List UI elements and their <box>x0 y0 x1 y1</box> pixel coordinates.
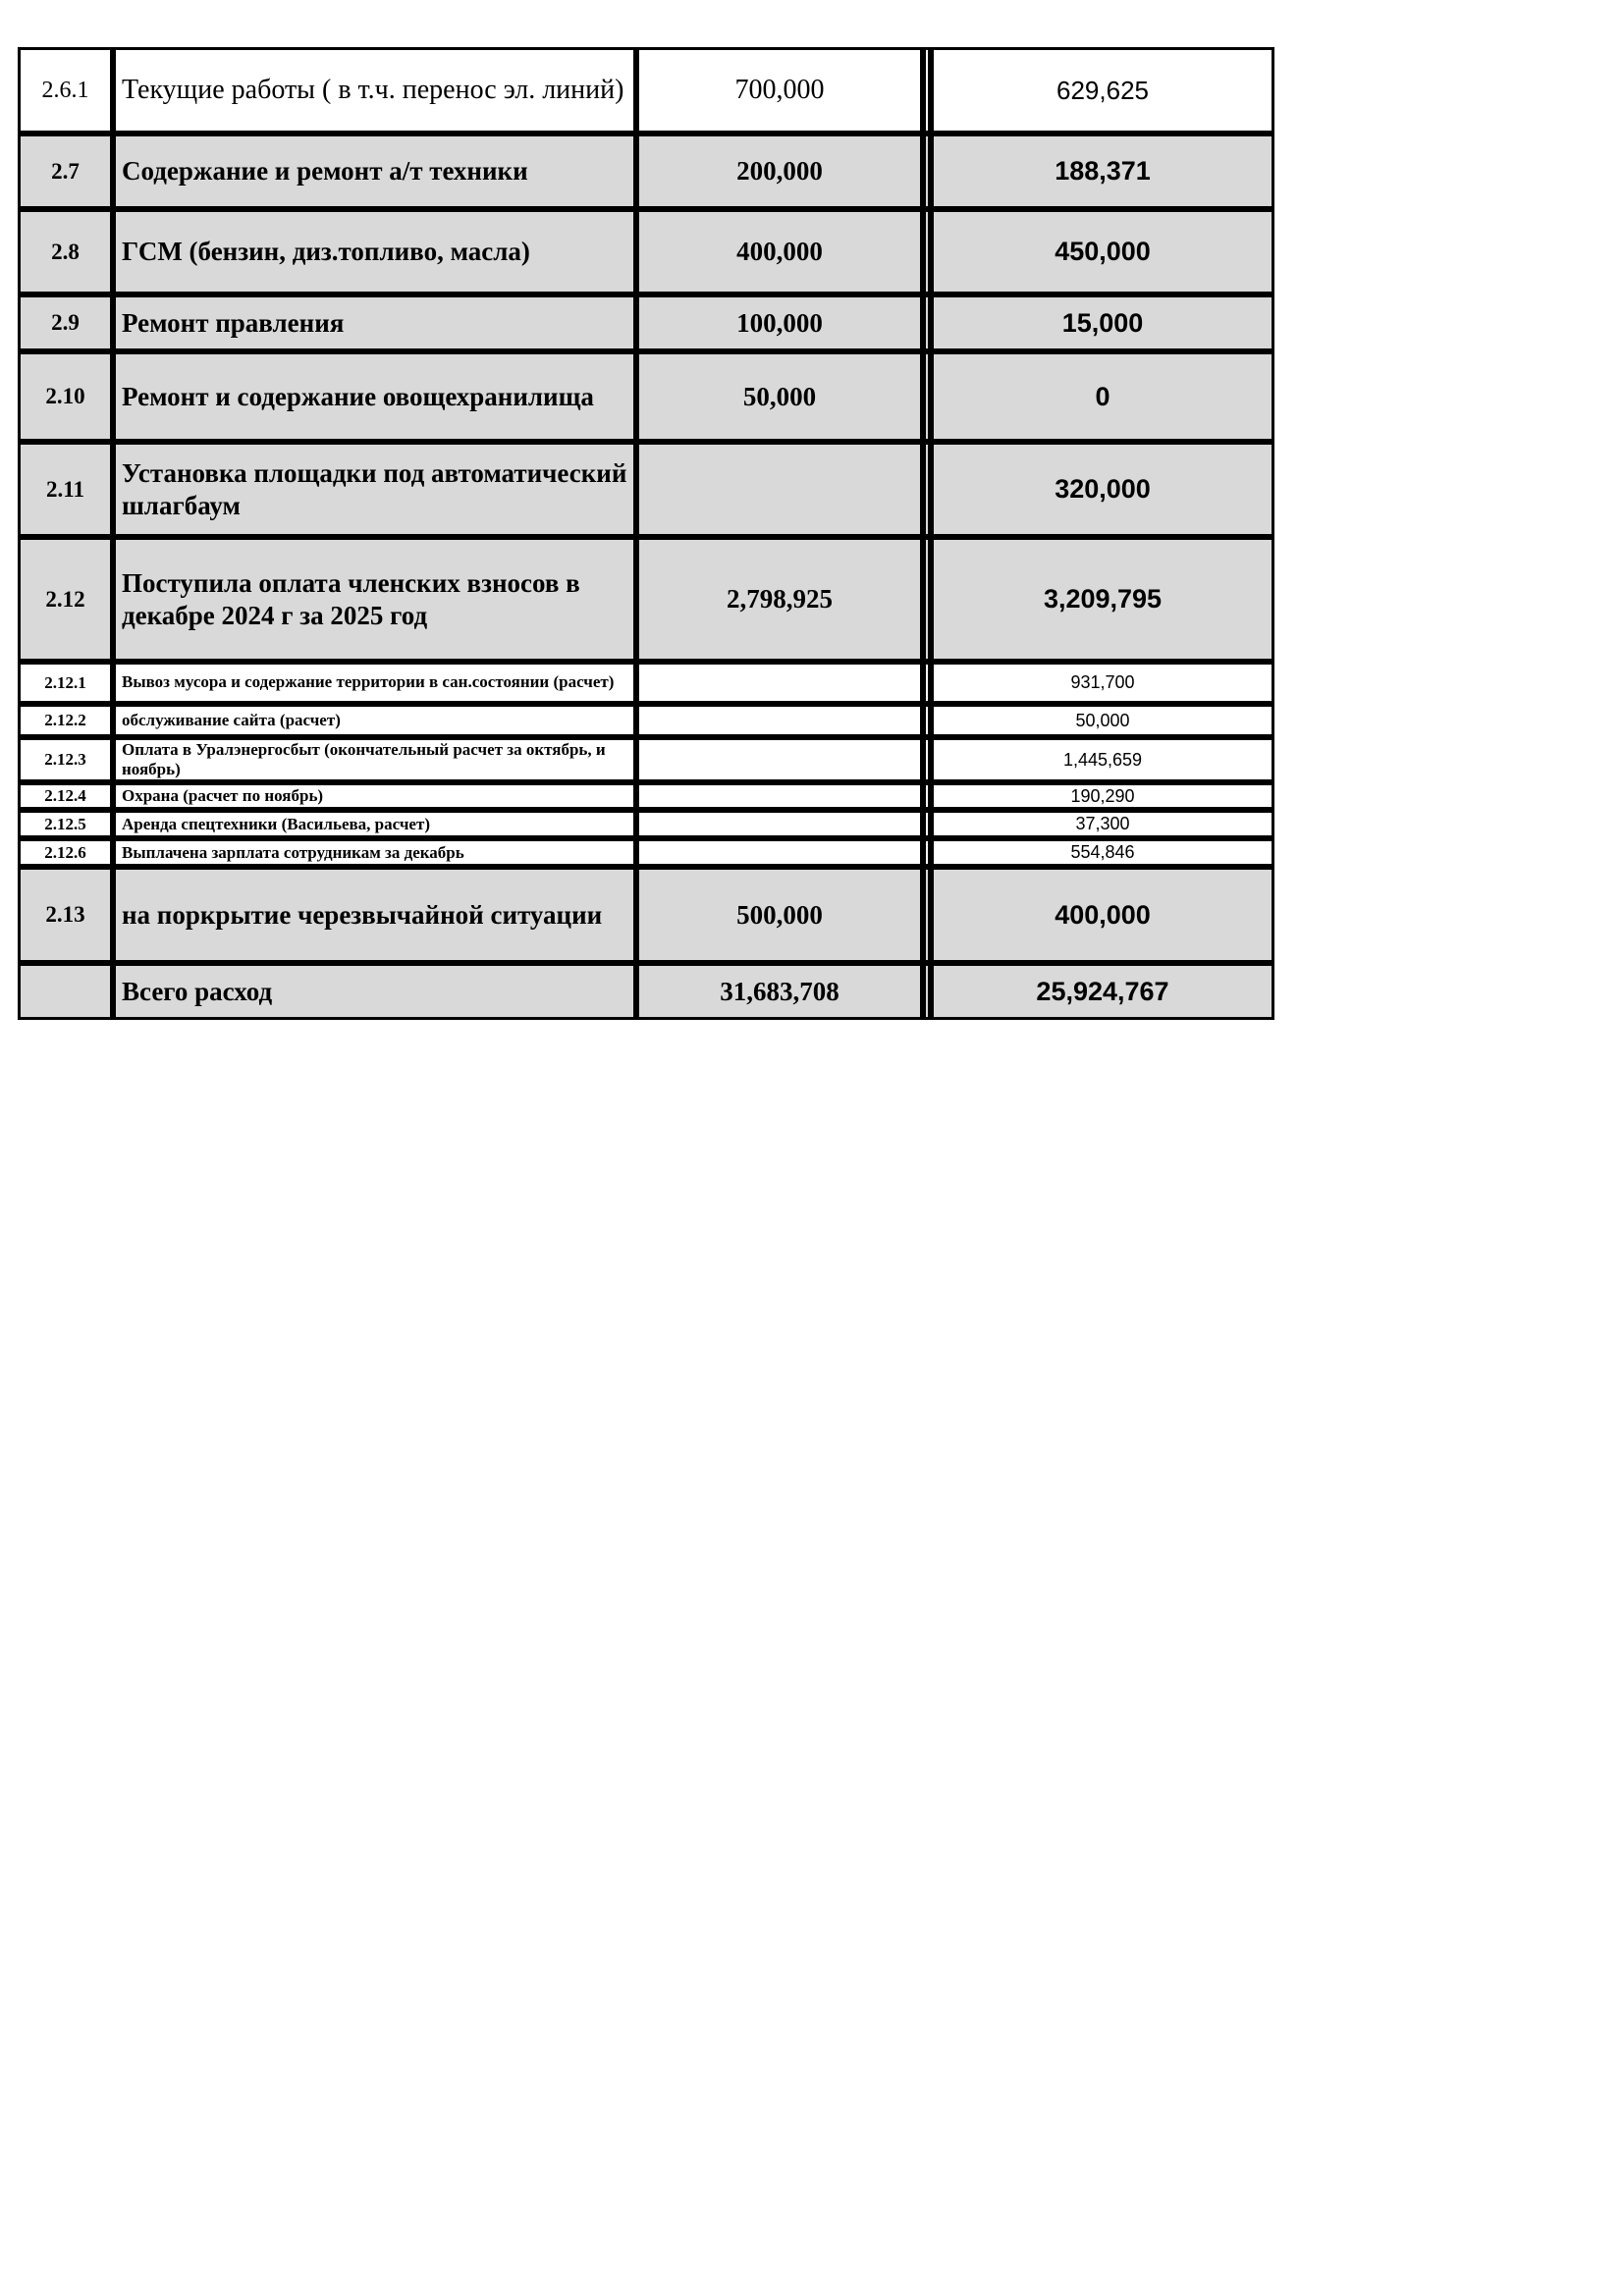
row-planned-amount <box>636 810 923 838</box>
row-actual-amount: 25,924,767 <box>931 963 1274 1020</box>
row-actual-amount: 629,625 <box>931 47 1274 133</box>
row-item-number: 2.11 <box>18 442 113 537</box>
column-separator <box>923 537 931 662</box>
table-row <box>18 442 1274 537</box>
table-row <box>18 294 1274 351</box>
row-item-number: 2.9 <box>18 294 113 351</box>
table-row <box>18 704 1274 737</box>
row-planned-amount <box>636 662 923 704</box>
table-row <box>18 782 1274 810</box>
table-row <box>18 351 1274 442</box>
table-row <box>18 133 1274 209</box>
table-row <box>18 867 1274 963</box>
row-actual-amount: 0 <box>931 351 1274 442</box>
row-description: Выплачена зарплата сотрудникам за декабрь <box>113 838 636 867</box>
column-separator <box>923 294 931 351</box>
row-description: Аренда спецтехники (Васильева, расчет) <box>113 810 636 838</box>
row-planned-amount: 2,798,925 <box>636 537 923 662</box>
row-description: Ремонт правления <box>113 294 636 351</box>
row-actual-amount: 37,300 <box>931 810 1274 838</box>
row-planned-amount: 31,683,708 <box>636 963 923 1020</box>
row-description: Всего расход <box>113 963 636 1020</box>
row-actual-amount: 320,000 <box>931 442 1274 537</box>
column-separator <box>923 782 931 810</box>
column-separator <box>923 867 931 963</box>
row-planned-amount <box>636 782 923 810</box>
row-planned-amount: 100,000 <box>636 294 923 351</box>
row-actual-amount: 400,000 <box>931 867 1274 963</box>
column-separator <box>923 963 931 1020</box>
row-item-number: 2.12.6 <box>18 838 113 867</box>
column-separator <box>923 133 931 209</box>
table-row <box>18 47 1274 133</box>
column-separator <box>923 209 931 294</box>
table-row <box>18 810 1274 838</box>
row-description: Вывоз мусора и содержание территории в сан.состоянии (расчет) <box>113 662 636 704</box>
table-row <box>18 209 1274 294</box>
row-item-number <box>18 963 113 1020</box>
row-actual-amount: 554,846 <box>931 838 1274 867</box>
row-planned-amount: 200,000 <box>636 133 923 209</box>
column-separator <box>923 662 931 704</box>
row-item-number: 2.13 <box>18 867 113 963</box>
column-separator <box>923 838 931 867</box>
row-description: Установка площадки под автоматический шлагбаум <box>113 442 636 537</box>
column-separator <box>923 737 931 782</box>
table-row <box>18 537 1274 662</box>
row-item-number: 2.12.1 <box>18 662 113 704</box>
row-actual-amount: 450,000 <box>931 209 1274 294</box>
expenses-table-body <box>18 47 1274 1020</box>
column-separator <box>923 47 931 133</box>
row-actual-amount: 190,290 <box>931 782 1274 810</box>
row-description: обслуживание сайта (расчет) <box>113 704 636 737</box>
row-planned-amount: 500,000 <box>636 867 923 963</box>
row-item-number: 2.12.3 <box>18 737 113 782</box>
column-separator <box>923 704 931 737</box>
row-actual-amount: 931,700 <box>931 662 1274 704</box>
row-planned-amount: 400,000 <box>636 209 923 294</box>
row-item-number: 2.6.1 <box>18 47 113 133</box>
row-planned-amount <box>636 442 923 537</box>
row-description: Текущие работы ( в т.ч. перенос эл. линий) <box>113 47 636 133</box>
row-actual-amount: 188,371 <box>931 133 1274 209</box>
expenses-table <box>18 47 1274 1020</box>
row-description: Содержание и ремонт а/т техники <box>113 133 636 209</box>
column-separator <box>923 351 931 442</box>
row-planned-amount: 50,000 <box>636 351 923 442</box>
row-item-number: 2.10 <box>18 351 113 442</box>
row-item-number: 2.7 <box>18 133 113 209</box>
row-description: Охрана (расчет по ноябрь) <box>113 782 636 810</box>
row-actual-amount: 3,209,795 <box>931 537 1274 662</box>
row-item-number: 2.8 <box>18 209 113 294</box>
row-planned-amount: 700,000 <box>636 47 923 133</box>
row-planned-amount <box>636 838 923 867</box>
row-description: Оплата в Уралэнергосбыт (окончательный расчет за октябрь, и ноябрь) <box>113 737 636 782</box>
column-separator <box>923 442 931 537</box>
row-item-number: 2.12.4 <box>18 782 113 810</box>
row-actual-amount: 15,000 <box>931 294 1274 351</box>
table-row <box>18 662 1274 704</box>
row-item-number: 2.12.5 <box>18 810 113 838</box>
row-planned-amount <box>636 704 923 737</box>
row-item-number: 2.12 <box>18 537 113 662</box>
row-planned-amount <box>636 737 923 782</box>
row-description: Ремонт и содержание овощехранилища <box>113 351 636 442</box>
row-actual-amount: 50,000 <box>931 704 1274 737</box>
row-description: ГСМ (бензин, диз.топливо, масла) <box>113 209 636 294</box>
column-separator <box>923 810 931 838</box>
table-row <box>18 963 1274 1020</box>
row-description: Поступила оплата членских взносов в декабре 2024 г за 2025 год <box>113 537 636 662</box>
row-description: на поркрытие черезвычайной ситуации <box>113 867 636 963</box>
row-actual-amount: 1,445,659 <box>931 737 1274 782</box>
row-item-number: 2.12.2 <box>18 704 113 737</box>
table-row <box>18 838 1274 867</box>
table-row <box>18 737 1274 782</box>
